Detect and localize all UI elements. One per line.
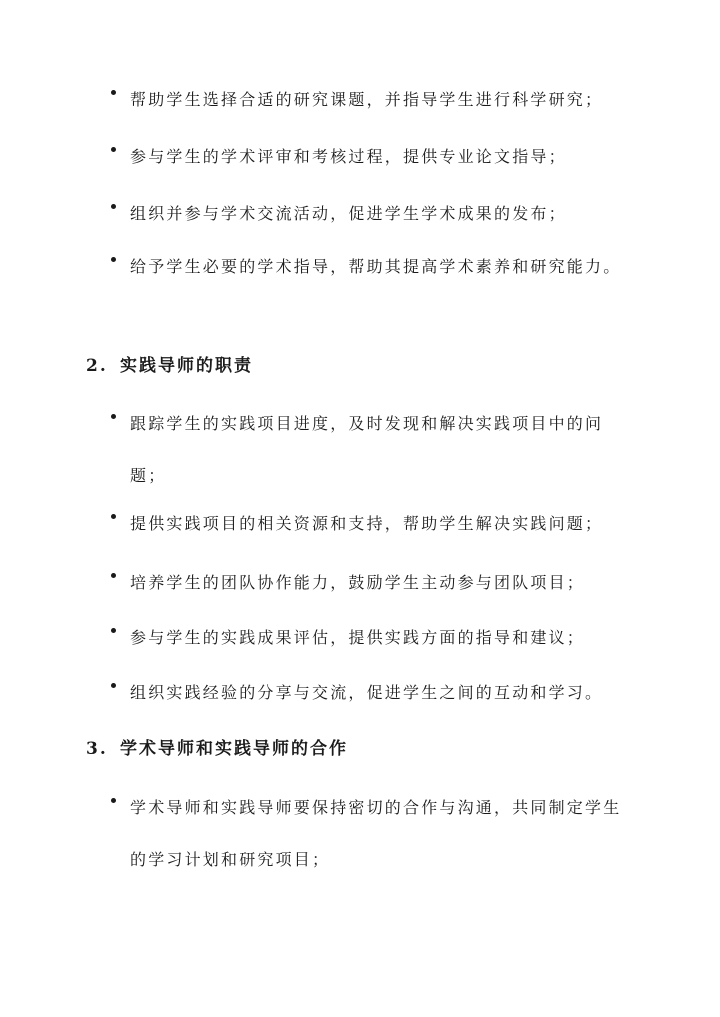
list-item-text: 参与学生的实践成果评估，提供实践方面的指导和建议；: [130, 628, 586, 647]
list-item-text: 提供实践项目的相关资源和支持，帮助学生解决实践问题；: [130, 514, 604, 533]
bullet-icon: [111, 204, 116, 209]
list-item: [104, 782, 624, 886]
bullet-icon: [111, 798, 116, 803]
section-title: 学术导师和实践导师的合作: [120, 739, 348, 759]
list-item-text: 跟踪学生的实践项目进度，及时发现和解决实践项目中的问题；: [130, 414, 604, 485]
list-item-text: 帮助学生选择合适的研究课题，并指导学生进行科学研究；: [130, 90, 604, 109]
bullet-icon: [111, 628, 116, 633]
bullet-icon: [111, 147, 116, 152]
section-number: 3.: [86, 739, 108, 759]
bullet-icon: [111, 683, 116, 688]
list-item: [104, 498, 624, 550]
section-heading: [86, 737, 348, 761]
section-title: 实践导师的职责: [120, 356, 253, 376]
section-number: 2.: [86, 356, 108, 376]
list-item: [104, 241, 624, 293]
list-item: [104, 188, 624, 240]
list-item: [104, 612, 624, 664]
list-item: [104, 74, 624, 126]
list-item: [104, 557, 624, 609]
bullet-icon: [111, 257, 116, 262]
list-item-text: 组织并参与学术交流活动，促进学生学术成果的发布；: [130, 204, 567, 223]
list-item-text: 培养学生的团队协作能力，鼓励学生主动参与团队项目；: [130, 573, 586, 592]
list-item-text: 组织实践经验的分享与交流，促进学生之间的互动和学习。: [130, 683, 604, 702]
list-item-text: 给予学生必要的学术指导，帮助其提高学术素养和研究能力。: [130, 257, 622, 276]
list-item-text: 学术导师和实践导师要保持密切的合作与沟通，共同制定学生的学习计划和研究项目；: [130, 798, 622, 869]
bullet-icon: [111, 90, 116, 95]
bullet-icon: [111, 414, 116, 419]
section-heading: [86, 354, 253, 378]
list-item: [104, 131, 624, 183]
list-item: [104, 398, 624, 502]
list-item: [104, 667, 624, 719]
bullet-icon: [111, 573, 116, 578]
list-item-text: 参与学生的学术评审和考核过程，提供专业论文指导；: [130, 147, 567, 166]
bullet-icon: [111, 514, 116, 519]
